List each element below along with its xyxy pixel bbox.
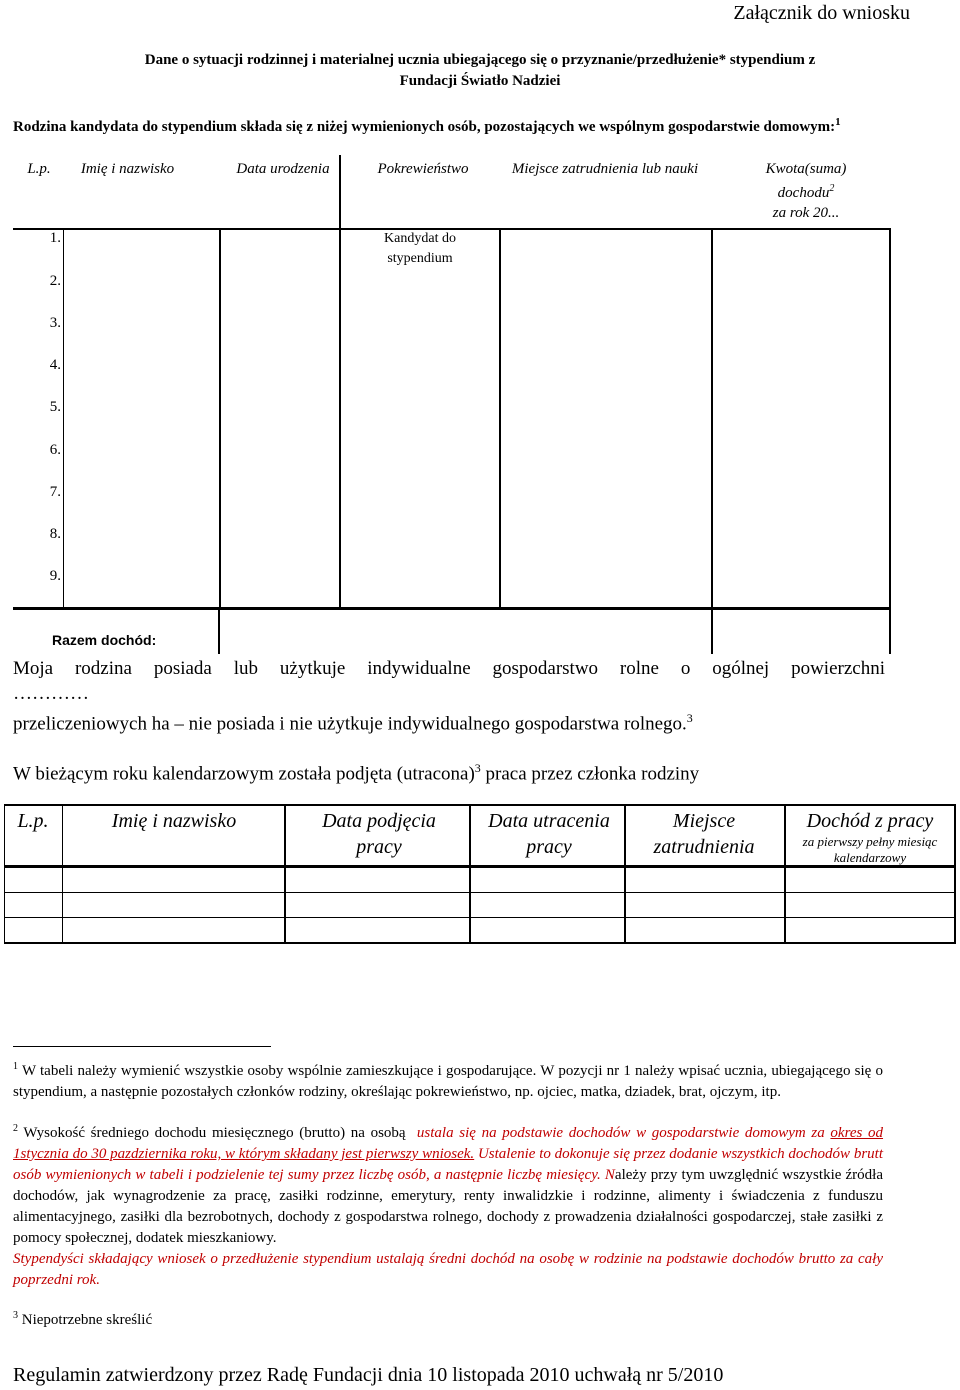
row-number: 4. <box>49 357 61 373</box>
footnote-2-text-b: ależy przy tym uwzględnić wszystkie źródła dochodów, jak wynagrodzenie za pracę, zasiłki rodzinne, emerytury, renty inwalidzkie i rodzinne, alimenty i świadczenia z funduszu alimentacyjnego, zasiłki dla bezrobotnych, dochody z gospodarstwa rolnego, dochody z prowadzenia działalności gospodarczej, stałe zasiłki z pomocy społecznej, dodatek mieszkaniowy. <box>13 1167 884 1246</box>
table-rule <box>63 228 64 609</box>
job-paragraph <box>13 756 885 786</box>
farm-text-1: Moja rodzina posiada lub użytkuje indywidualne gospodarstwo rolne o ogólnej powierzchni <box>13 658 885 679</box>
footnote-1-text: W tabeli należy wymienić wszystkie osoby wspólnie zamieszkujące i gospodarujące. W pozycji nr 1 należy wpisać ucznia, ubiegającego się o stypendium, a następnie pozostałych członków rodziny, określając pokrewieństwo, np. ojciec, matka, dziadek, brat, ojczym, itp. <box>13 1063 883 1100</box>
farm-paragraph <box>13 656 885 736</box>
header-name: Imię i nazwisko <box>80 161 175 177</box>
intro-text <box>13 112 885 138</box>
footnote-2-red-underlined: okres od 1stycznia do 30 pazdziernika roku, w którym składany jest pierwszy wniosek. <box>13 1125 884 1162</box>
job-header-income-note: za pierwszy pełny miesiąc kalendarzowy <box>802 834 938 865</box>
job-header-income <box>786 808 954 866</box>
header-dob: Data urodzenia <box>236 161 330 177</box>
family-table <box>13 155 891 607</box>
table-rule <box>219 228 221 609</box>
table-rule <box>13 607 891 610</box>
row-number: 6. <box>49 442 61 458</box>
job-text-b: praca przez członka rodziny <box>485 763 700 785</box>
job-header-start: Data podjęcia pracy <box>322 810 436 858</box>
table-rule <box>4 804 956 806</box>
header-income-footnote-ref: 2 <box>829 183 835 194</box>
farm-dots: ………… <box>13 683 89 704</box>
job-header-end: Data utracenia pracy <box>488 810 610 858</box>
table-rule <box>624 804 626 944</box>
intro-body: Rodzina kandydata do stypendium składa się z niżej wymienionych osób, pozostających we wspólnym gospodarstwie domowym: <box>13 119 836 135</box>
footnote-1-number: 1 <box>13 1061 18 1072</box>
job-header-name: Imię i nazwisko <box>111 810 237 832</box>
regulation-footer: Regulamin zatwierdzony przez Radę Fundacji dnia 10 listopada 2010 uchwałą nr 5/2010 <box>13 1364 724 1386</box>
total-row-rule <box>711 610 713 654</box>
row-number: 9. <box>49 568 61 584</box>
header-relation: Pokrewieństwo <box>377 161 469 177</box>
footnote-3 <box>13 1305 883 1331</box>
farm-text-2: przeliczeniowych ha – nie posiada i nie użytkuje indywidualnego gospodarstwa rolnego. <box>13 713 687 735</box>
footnote-2-text-a: Wysokość średniego dochodu miesięcznego (brutto) na osobą <box>23 1125 406 1141</box>
footnote-2 <box>13 1118 883 1291</box>
header-workplace: Miejsce zatrudnienia lub nauki <box>511 161 699 177</box>
title-line-1: Dane o sytuacji rodzinnej i materialnej ucznia ubiegającego się o przyznanie/przedłużenie* stypendium z <box>144 52 816 68</box>
row1-relation: Kandydat do stypendium <box>384 231 456 266</box>
header-income <box>741 159 871 223</box>
table-rule <box>4 917 956 918</box>
header-lp: L.p. <box>27 161 51 177</box>
table-rule <box>711 228 713 609</box>
footnote-separator <box>13 1046 271 1047</box>
job-header-income-text: Dochód z pracy <box>806 810 934 832</box>
document-title <box>0 50 960 92</box>
footnote-2-red-3: Stypendyści składający wniosek o przedłużenie stypendium ustalają średni dochód na osobę w rodzinie na podstawie dochodów brutto za cały poprzedni rok. <box>13 1251 883 1288</box>
header-income-year: za rok 20... <box>772 205 840 221</box>
title-line-2: Fundacji Światło Nadziei <box>399 73 561 89</box>
farm-footnote-ref: 3 <box>686 711 693 725</box>
footnote-3-text: Niepotrzebne skreślić <box>21 1312 153 1328</box>
job-text-a: W bieżącym roku kalendarzowym została podjęta (utracona) <box>13 763 475 785</box>
footnote-2-red-1: ustala się na podstawie dochodów w gospodarstwie domowym za <box>416 1125 825 1141</box>
table-rule <box>4 942 956 944</box>
job-footnote-ref: 3 <box>474 761 481 775</box>
header-income-text: Kwota(suma) dochodu <box>765 161 847 201</box>
total-income-label: Razem dochód: <box>52 632 157 648</box>
table-rule <box>954 804 956 944</box>
footnote-3-number: 3 <box>13 1310 18 1321</box>
job-header-place: Miejsce zatrudnienia <box>653 810 755 858</box>
table-rule <box>339 155 341 609</box>
table-rule <box>284 804 286 944</box>
row-number: 3. <box>49 315 61 331</box>
intro-footnote-ref: 1 <box>835 116 841 128</box>
table-rule <box>4 892 956 893</box>
row-number: 5. <box>49 399 61 415</box>
row-number: 2. <box>49 273 61 289</box>
table-rule <box>499 228 501 609</box>
row-number: 7. <box>49 484 61 500</box>
total-row-rule <box>889 610 891 654</box>
footnote-2-number: 2 <box>13 1123 18 1134</box>
job-header-lp: L.p. <box>17 810 49 832</box>
table-rule <box>62 804 63 944</box>
table-rule <box>889 228 891 609</box>
total-row-rule <box>218 610 220 654</box>
job-table <box>4 804 956 944</box>
attachment-label: Załącznik do wniosku <box>733 2 910 24</box>
table-rule <box>469 804 471 944</box>
row-number: 1. <box>49 230 61 246</box>
footnote-2-red-2: Ustalenie to dokonuje się przez dodanie wszystkich dochodów brutt osób wymienionych w tabeli i podzielenie tej sumy przez liczbę osób, a następnie liczbę miesięcy. N <box>13 1146 884 1183</box>
row-number: 8. <box>49 526 61 542</box>
footnote-1 <box>13 1056 883 1103</box>
